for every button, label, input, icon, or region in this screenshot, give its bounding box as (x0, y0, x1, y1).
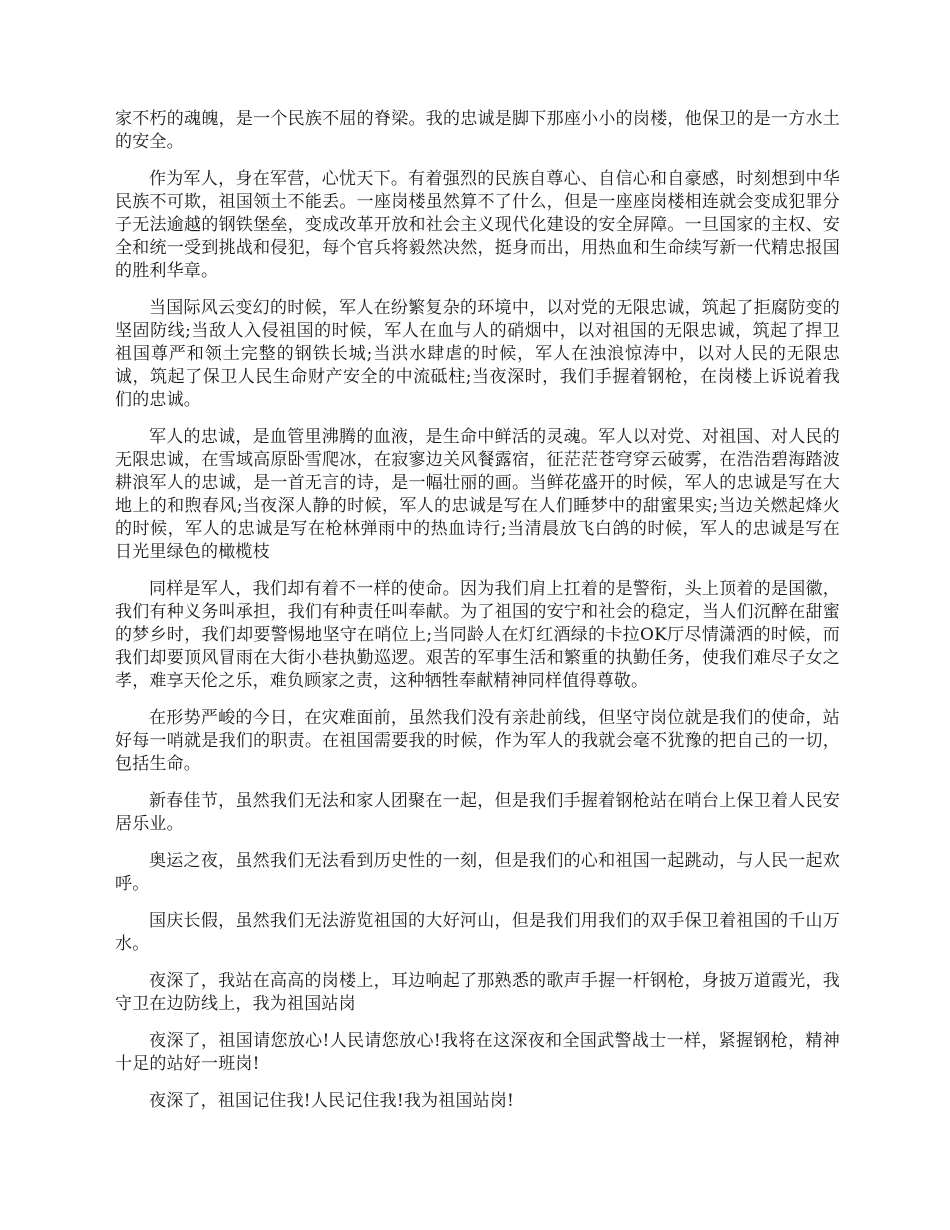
paragraph-11: 夜深了，祖国请您放心!人民请您放心!我将在这深夜和全国武警战士一样，紧握钢枪，精神十足的站好一班岗! (115, 1031, 840, 1074)
paragraph-10: 夜深了，我站在高高的岗楼上，耳边响起了那熟悉的歌声手握一杆钢枪，身披万道霞光，我守卫在边防线上，我为祖国站岗 (115, 971, 840, 1014)
paragraph-4: 军人的忠诚，是血管里沸腾的血液，是生命中鲜活的灵魂。军人以对党、对祖国、对人民的无限忠诚，在雪域高原卧雪爬冰，在寂寥边关风餐露宿，征茫茫苍穹穿云破雾，在浩浩碧海踏波耕浪军人的忠诚，是一首无言的诗，是一幅壮丽的画。当鲜花盛开的时候，军人的忠诚是写在大地上的和煦春风;当夜深人静的时候，军人的忠诚是写在人们睡梦中的甜蜜果实;当边关燃起烽火的时候，军人的忠诚是写在枪林弹雨中的热血诗行;当清晨放飞白鸽的时候，军人的忠诚是写在日光里绿色的橄榄枝 (115, 427, 840, 562)
paragraph-7: 新春佳节，虽然我们无法和家人团聚在一起，但是我们手握着钢枪站在哨台上保卫着人民安居乐业。 (115, 791, 840, 834)
paragraph-2: 作为军人，身在军营，心忧天下。有着强烈的民族自尊心、自信心和自豪感，时刻想到中华民族不可欺，祖国领土不能丢。一座岗楼虽然算不了什么，但是一座座岗楼相连就会变成犯罪分子无法逾越的钢铁堡垒，变成改革开放和社会主义现代化建设的安全屏障。一旦国家的主权、安全和统一受到挑战和侵犯，每个官兵将毅然决然，挺身而出，用热血和生命续写新一代精忠报国的胜利华章。 (115, 169, 840, 281)
paragraph-9: 国庆长假，虽然我们无法游览祖国的大好河山，但是我们用我们的双手保卫着祖国的千山万水。 (115, 911, 840, 954)
paragraph-1: 家不朽的魂魄，是一个民族不屈的脊梁。我的忠诚是脚下那座小小的岗楼，他保卫的是一方水土的安全。 (115, 109, 840, 152)
paragraph-8: 奥运之夜，虽然我们无法看到历史性的一刻，但是我们的心和祖国一起跳动，与人民一起欢呼。 (115, 851, 840, 894)
paragraph-12: 夜深了，祖国记住我!人民记住我!我为祖国站岗! (149, 1091, 515, 1111)
paragraph-3: 当国际风云变幻的时候，军人在纷繁复杂的环境中，以对党的无限忠诚，筑起了拒腐防变的坚固防线;当敌人入侵祖国的时候，军人在血与人的硝烟中，以对祖国的无限忠诚，筑起了捍卫祖国尊严和领土完整的钢铁长城;当洪水肆虐的时候，军人在浊浪惊涛中，以对人民的无限忠诚，筑起了保卫人民生命财产安全的中流砥柱;当夜深时，我们手握着钢枪，在岗楼上诉说着我们的忠诚。 (115, 298, 840, 410)
paragraph-6: 在形势严峻的今日，在灾难面前，虽然我们没有亲赴前线，但坚守岗位就是我们的使命，站好每一哨就是我们的职责。在祖国需要我的时候，作为军人的我就会毫不犹豫的把自己的一切，包括生命。 (115, 708, 840, 774)
paragraph-5: 同样是军人，我们却有着不一样的使命。因为我们肩上扛着的是警衔，头上顶着的是国徽，我们有种义务叫承担，我们有种责任叫奉献。为了祖国的安宁和社会的稳定，当人们沉醉在甜蜜的梦乡时，我们却要警惕地坚守在哨位上;当同龄人在灯红酒绿的卡拉OK厅尽情潇洒的时候，而我们却要顶风冒雨在大街小巷执勤巡逻。艰苦的军事生活和繁重的执勤任务，使我们难尽子女之孝，难享天伦之乐，难负顾家之责，这种牺牲奉献精神同样值得尊敬。 (115, 579, 840, 691)
document-body (115, 108, 840, 1127)
